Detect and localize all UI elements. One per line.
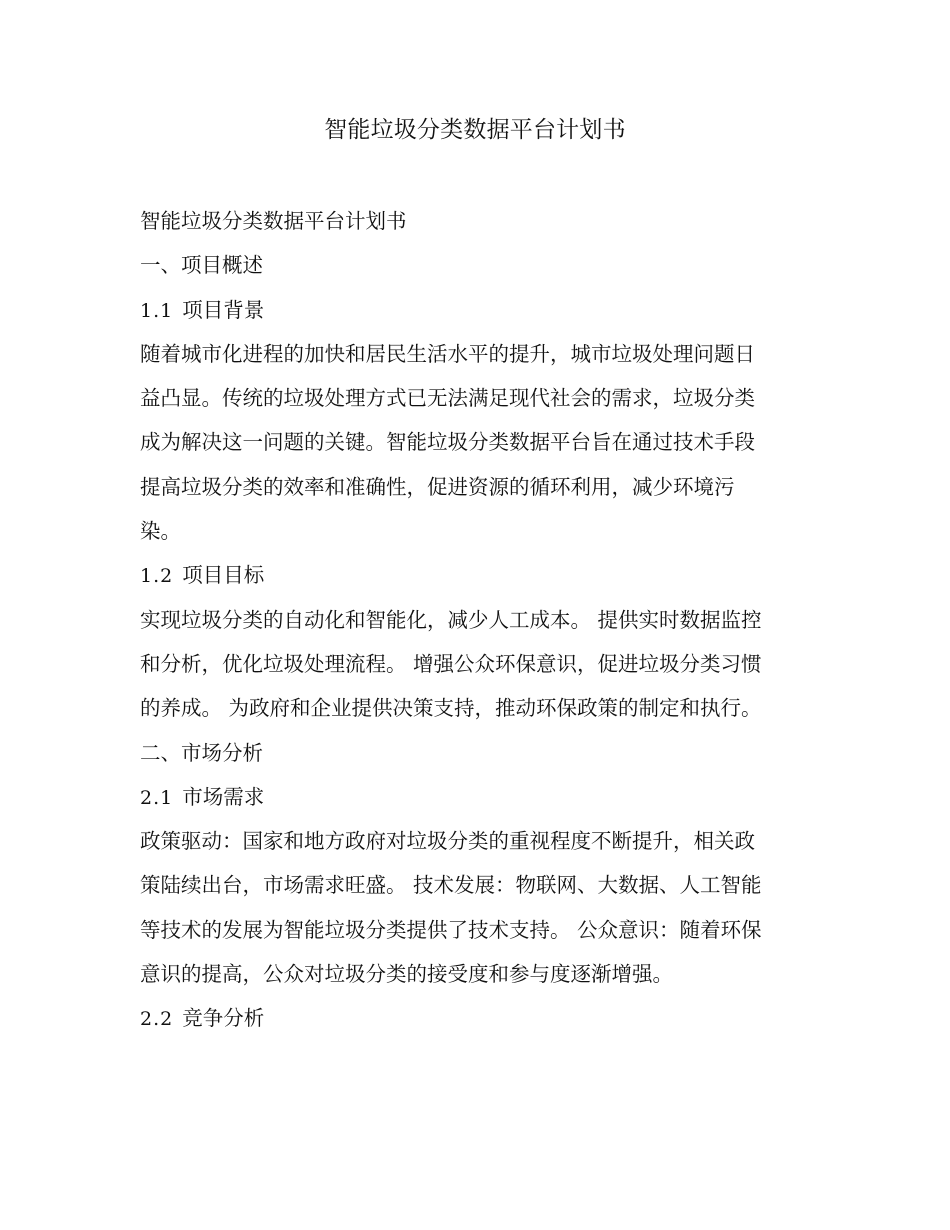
paragraph-demand [140,819,806,996]
subsection-number: 1.2 [140,565,174,588]
text-line: 意识的提高，公众对垃圾分类的接受度和参与度逐渐增强。 [140,962,673,987]
paragraph-background [140,332,806,553]
subsection-label: 项目背景 [182,297,265,322]
subsection-number: 2.2 [140,1008,174,1031]
text-line: 策陆续出台，市场需求旺盛。 技术发展：物联网、大数据、人工智能 [140,873,762,898]
subsection-number: 2.1 [140,786,174,809]
text-line: 染。 [140,519,181,544]
section-heading-overview: 一、项目概述 [140,253,263,278]
subsection-heading-competition [140,996,806,1040]
text-line: 随着城市化进程的加快和居民生活水平的提升，城市垃圾处理问题日 [140,341,755,366]
subsection-heading-goals [140,553,806,597]
subsection-label: 市场需求 [182,784,265,809]
section-heading-market: 二、市场分析 [140,740,263,765]
text-line: 成为解决这一问题的关键。智能垃圾分类数据平台旨在通过技术手段 [140,430,755,455]
text-line: 和分析，优化垃圾处理流程。 增强公众环保意识，促进垃圾分类习惯 [140,651,762,676]
subsection-label: 项目目标 [182,563,265,588]
subsection-number: 1.1 [140,299,174,322]
paragraph-goals [140,598,806,731]
text-line: 提高垃圾分类的效率和准确性，促进资源的循环利用，减少环境污 [140,474,735,499]
document-subtitle: 智能垃圾分类数据平台计划书 [140,209,407,233]
text-line: 政策驱动：国家和地方政府对垃圾分类的重视程度不断提升，相关政 [140,829,755,854]
subsection-label: 竞争分析 [182,1006,265,1031]
text-line: 的养成。 为政府和企业提供决策支持，推动环保政策的制定和执行。 [140,696,762,721]
document-body [140,199,806,1041]
document-title: 智能垃圾分类数据平台计划书 [324,117,626,143]
text-line: 等技术的发展为智能垃圾分类提供了技术支持。 公众意识：随着环保 [140,917,762,942]
text-line: 实现垃圾分类的自动化和智能化，减少人工成本。 提供实时数据监控 [140,607,762,632]
subsection-heading-demand [140,775,806,819]
subsection-heading-background [140,288,806,332]
text-line: 益凸显。传统的垃圾处理方式已无法满足现代社会的需求，垃圾分类 [140,386,755,411]
